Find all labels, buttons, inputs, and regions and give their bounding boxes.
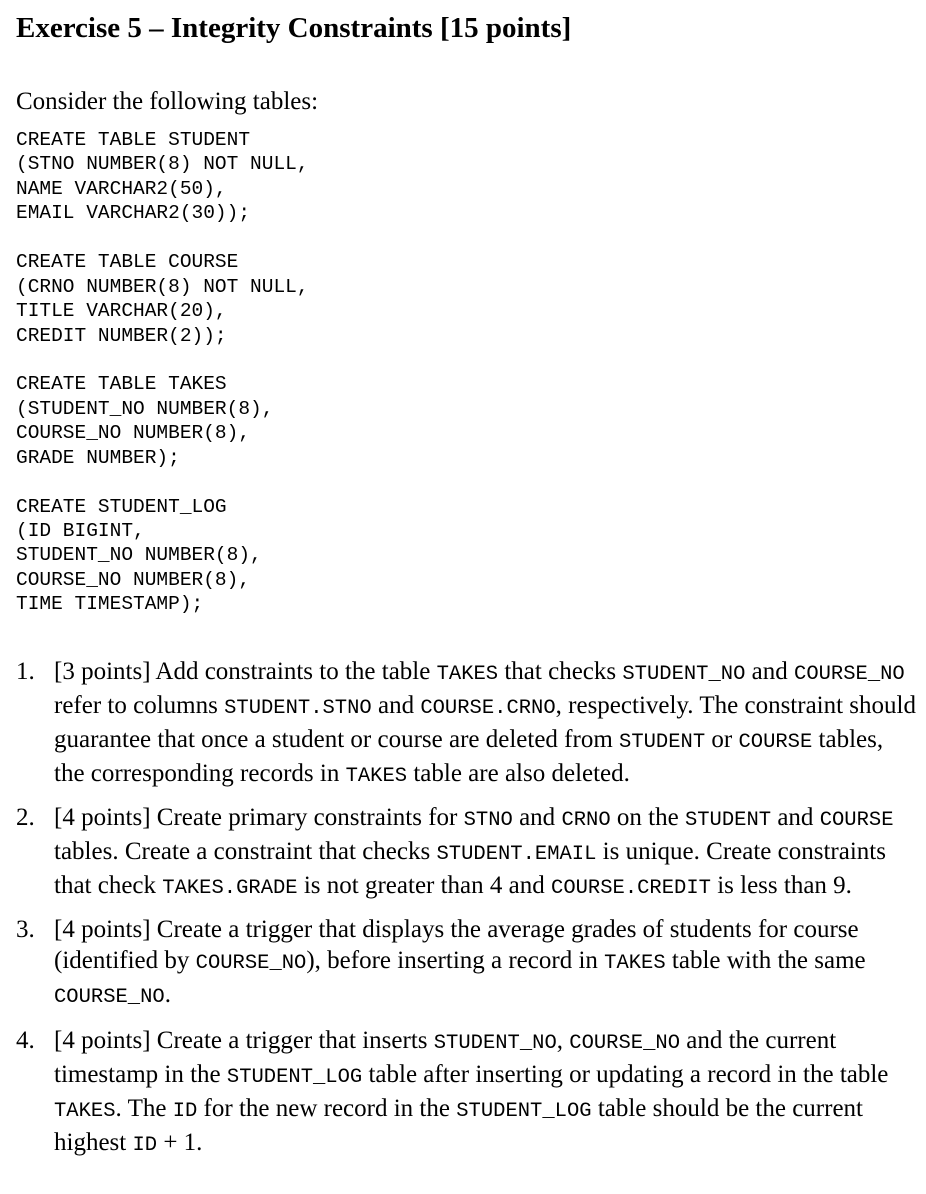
code-term: STUDENT.EMAIL bbox=[436, 843, 597, 866]
code-term: STUDENT.STNO bbox=[224, 697, 372, 720]
question-text-run: , bbox=[556, 1027, 570, 1054]
question-text-run: is unique. Create constraints that check bbox=[54, 838, 886, 899]
code-term: COURSE_NO bbox=[54, 986, 165, 1009]
question-text-run: . bbox=[164, 981, 171, 1008]
question-text-run: table with the same bbox=[665, 947, 866, 974]
question-text-run: + 1. bbox=[157, 1129, 203, 1156]
question-text-run: table are also deleted. bbox=[407, 760, 630, 787]
code-line: (CRNO NUMBER(8) NOT NULL, bbox=[16, 275, 309, 298]
code-term: STUDENT_LOG bbox=[226, 1066, 363, 1089]
question-text-run: is not greater than 4 and bbox=[297, 872, 552, 899]
question-text-run: tables. Create a constraint that checks bbox=[54, 838, 437, 865]
code-term: ID bbox=[132, 1134, 158, 1157]
question-text-run: for the new record in the bbox=[197, 1095, 457, 1122]
question-text-run: and bbox=[745, 658, 795, 685]
question-item-3 bbox=[16, 914, 916, 1013]
code-line bbox=[16, 348, 309, 372]
question-text-run: and bbox=[512, 804, 562, 831]
code-term: STUDENT_NO bbox=[622, 663, 746, 686]
question-text-run: ), before inserting a record in bbox=[306, 947, 605, 974]
code-term: COURSE bbox=[738, 731, 813, 754]
question-item-1 bbox=[16, 656, 916, 792]
question-text-run: table should be the current highest bbox=[54, 1095, 863, 1156]
code-term: STNO bbox=[463, 809, 513, 832]
code-line: STUDENT_NO NUMBER(8), bbox=[16, 544, 262, 567]
question-text-run: and bbox=[771, 804, 820, 831]
question-text-run: [4 points] Create a trigger that inserts bbox=[54, 1027, 434, 1054]
code-line bbox=[16, 226, 309, 250]
question-text bbox=[54, 656, 916, 792]
code-line: (ID BIGINT, bbox=[16, 520, 145, 542]
question-text-run: , respectively. The constraint should guarantee that once a student or course are deleted from bbox=[54, 692, 916, 753]
question-text bbox=[54, 1025, 916, 1161]
code-line: (STNO NUMBER(8) NOT NULL, bbox=[16, 153, 309, 176]
question-text-run: or bbox=[705, 726, 739, 753]
question-text-run: . The bbox=[115, 1095, 173, 1122]
code-term: STUDENT_LOG bbox=[456, 1100, 592, 1123]
code-term: COURSE bbox=[819, 809, 894, 832]
question-text-run: and the current timestamp in the bbox=[54, 1027, 837, 1088]
question-number: 2. bbox=[16, 804, 35, 831]
code-line: EMAIL VARCHAR2(30)); bbox=[16, 202, 251, 225]
code-term: CRNO bbox=[561, 809, 611, 832]
question-number: 4. bbox=[16, 1027, 35, 1054]
question-number: 3. bbox=[16, 916, 35, 943]
code-term: STUDENT_NO bbox=[433, 1032, 557, 1055]
question-list bbox=[16, 656, 916, 1171]
code-term: COURSE.CRNO bbox=[420, 697, 556, 720]
code-term: TAKES bbox=[436, 663, 499, 686]
code-term: COURSE_NO bbox=[794, 663, 905, 686]
question-text-run: [4 points] Create primary constraints for bbox=[54, 804, 464, 831]
code-line: TIME TIMESTAMP); bbox=[16, 593, 204, 616]
code-line: TITLE VARCHAR(20), bbox=[16, 300, 227, 323]
question-text-run: tables, the corresponding records in bbox=[54, 726, 884, 787]
code-line: NAME VARCHAR2(50), bbox=[16, 177, 227, 200]
question-text-run: [3 points] Add constraints to the table bbox=[54, 658, 437, 685]
question-text bbox=[54, 802, 916, 904]
code-line: CREATE TABLE COURSE bbox=[16, 251, 239, 274]
exercise-title: Exercise 5 – Integrity Constraints [15 points] bbox=[16, 12, 572, 44]
code-line: GRADE NUMBER); bbox=[16, 446, 180, 469]
code-term: COURSE.CREDIT bbox=[551, 877, 711, 900]
question-item-4 bbox=[16, 1025, 916, 1161]
intro-text: Consider the following tables: bbox=[16, 88, 319, 115]
code-line bbox=[16, 470, 309, 494]
question-text bbox=[54, 914, 916, 1013]
code-line: CREDIT NUMBER(2)); bbox=[16, 324, 227, 347]
question-text-run: table after inserting or updating a record in the table bbox=[362, 1061, 889, 1088]
code-term: TAKES bbox=[604, 952, 666, 975]
code-term: COURSE_NO bbox=[195, 952, 307, 975]
code-term: COURSE_NO bbox=[569, 1032, 680, 1055]
question-text-run: and bbox=[371, 692, 421, 719]
code-term: ID bbox=[172, 1100, 198, 1123]
code-term: STUDENT bbox=[619, 731, 706, 754]
question-text-run: that checks bbox=[498, 658, 623, 685]
code-line: CREATE TABLE TAKES bbox=[16, 373, 227, 396]
code-term: TAKES bbox=[54, 1100, 116, 1123]
question-text-run: is less than 9. bbox=[710, 872, 852, 899]
code-term: TAKES.GRADE bbox=[162, 877, 298, 900]
code-line: CREATE STUDENT_LOG bbox=[16, 495, 227, 518]
code-line: (STUDENT_NO NUMBER(8), bbox=[16, 397, 274, 420]
question-text-run: on the bbox=[610, 804, 685, 831]
question-item-2 bbox=[16, 802, 916, 904]
code-line: CREATE TABLE STUDENT bbox=[16, 129, 251, 151]
question-number: 1. bbox=[16, 658, 35, 685]
code-line: COURSE_NO NUMBER(8), bbox=[16, 422, 251, 445]
code-line: COURSE_NO NUMBER(8), bbox=[16, 568, 251, 591]
code-term: STUDENT bbox=[684, 809, 772, 832]
question-text-run: [4 points] Create a trigger that displays the average grades of students for course (identified by bbox=[54, 916, 859, 974]
code-term: TAKES bbox=[345, 765, 408, 788]
sql-code-block bbox=[16, 128, 309, 617]
question-text-run: refer to columns bbox=[54, 692, 225, 719]
